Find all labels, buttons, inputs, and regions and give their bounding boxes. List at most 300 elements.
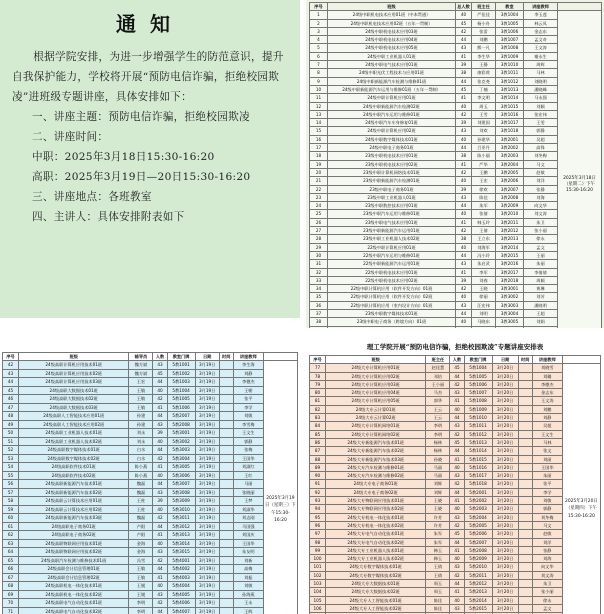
table-cell: 35 — [310, 293, 328, 301]
table-cell: 41 — [153, 463, 167, 472]
table-cell: 5教2014 — [464, 596, 492, 604]
table-row — [310, 596, 601, 604]
column-header: 人数 — [153, 353, 167, 361]
table-cell: 王国华 — [233, 539, 263, 548]
table-cell: 3教1015 — [496, 102, 524, 110]
table-cell: 41 — [450, 497, 464, 505]
table-cell: 马丽 — [233, 480, 263, 489]
table-cell: 22级中职汽车运用与维修01班 — [328, 251, 456, 259]
table-cell: 62 — [3, 531, 19, 540]
table-row — [310, 389, 601, 397]
table-row — [310, 580, 601, 588]
table-cell: 3教2013 — [496, 235, 524, 243]
table-cell: 42 — [153, 454, 167, 463]
table-cell: 韩玉 — [426, 555, 450, 563]
table-cell — [219, 412, 233, 421]
table-cell: 60 — [3, 514, 19, 523]
table-cell: 5教2009 — [464, 555, 492, 563]
table-cell: 刘晓雪 — [532, 364, 562, 372]
table-cell: 40 — [456, 293, 472, 301]
table-cell: 24级大专数字媒体技术02班 — [326, 571, 426, 579]
table-cell: 王文生 — [532, 430, 562, 438]
table-cell: 3教2001 — [496, 135, 524, 143]
table-cell: 41 — [450, 546, 464, 554]
table-cell: 43 — [450, 604, 464, 612]
table-cell: 5教2008 — [167, 420, 195, 429]
table-cell: 王晓 — [426, 497, 450, 505]
table-cell: 刘静 — [532, 414, 562, 422]
table-cell: 7 — [310, 61, 328, 69]
table-cell: 朱军 — [426, 530, 450, 538]
table-cell: 3月20日 — [492, 447, 518, 455]
table-gaozhi-19 — [2, 352, 298, 614]
table-cell: 5教3001 — [167, 429, 195, 438]
table-cell: 刘淑华 — [233, 505, 263, 514]
table-cell: 马林 — [532, 438, 562, 446]
table-row — [310, 530, 601, 538]
table-cell: 刘淑红 — [233, 463, 263, 472]
table-cell: 3月19日 — [195, 514, 219, 523]
table-cell: 13 — [310, 110, 328, 118]
table-cell — [518, 580, 532, 588]
table-cell: 3月19日 — [195, 412, 219, 421]
table-cell: 3月19日 — [195, 590, 219, 599]
table-cell: 5教3008 — [167, 488, 195, 497]
column-header: 班级 — [326, 356, 426, 364]
table-cell — [219, 590, 233, 599]
column-header: 班主任 — [472, 3, 496, 11]
table-cell: 刘敏 — [233, 582, 263, 591]
table-cell: 24级中职计算机应用02班 — [328, 127, 456, 135]
table-cell: 90 — [310, 472, 326, 480]
table-cell: 赵敏 — [524, 168, 558, 176]
table-cell: 40 — [450, 596, 464, 604]
table-cell: 24级大专数字媒体技术01班 — [326, 563, 426, 571]
table-cell: 3教1004 — [496, 11, 524, 19]
table-cell: 3 — [310, 27, 328, 35]
table-cell: 41 — [153, 531, 167, 540]
table-cell — [219, 361, 233, 370]
table-cell: 44 — [456, 36, 472, 44]
table-cell — [219, 369, 233, 378]
notice-panel — [0, 0, 300, 318]
table-cell: 24级高职新能源汽车技术02班 — [19, 488, 129, 497]
column-header: 班级 — [328, 3, 456, 11]
table-cell: 44 — [153, 378, 167, 387]
table-cell — [219, 556, 233, 565]
table-cell: 24级中职机电技术应用04班 — [328, 36, 456, 44]
column-header: 讲座教师 — [532, 356, 562, 364]
table-row — [310, 430, 601, 438]
table-row — [310, 438, 601, 446]
table-cell — [518, 438, 532, 446]
table-cell: 24级中职机电技术应用05班 — [328, 44, 456, 52]
table-cell: 张平 — [532, 480, 562, 488]
table-cell: 3月19日 — [195, 378, 219, 387]
table-cell: 65 — [3, 556, 19, 565]
table-cell: 林云凤 — [524, 19, 558, 27]
table-cell: 邓怡 — [426, 372, 450, 380]
table-cell: 潘晓峰 — [524, 85, 558, 93]
table-cell: 3教1007 — [496, 36, 524, 44]
table-cell: 马晓东 — [472, 318, 496, 326]
table-cell: 王文涛 — [532, 397, 562, 405]
table-cell: 李玉莲 — [524, 11, 558, 19]
table-cell: 3月19日 — [195, 531, 219, 540]
table-cell: 5教3013 — [167, 531, 195, 540]
table-cell: 刘冬梅 — [532, 513, 562, 521]
table-cell: 王国华 — [532, 463, 562, 471]
table-row — [310, 571, 601, 579]
table-cell: 32 — [310, 268, 328, 276]
table-cell: 42 — [153, 395, 167, 404]
table-cell: 陈佳 — [426, 604, 450, 612]
table-header-row — [310, 3, 602, 11]
table-cell: 44 — [456, 309, 472, 317]
table-cell: 周辉 — [524, 61, 558, 69]
table-cell — [219, 429, 233, 438]
table-cell — [219, 378, 233, 387]
table-cell: 24级大专电气自动化技术02班 — [326, 538, 426, 546]
table-cell: 51 — [3, 437, 19, 446]
table-cell: 5教1005 — [464, 372, 492, 380]
table-cell: 28 — [310, 235, 328, 243]
table-row — [310, 488, 601, 496]
table-row — [3, 488, 298, 497]
table-cell: 23级中职工业机器人技术02班 — [328, 235, 456, 243]
table-cell — [496, 326, 524, 328]
table-cell: 42 — [450, 430, 464, 438]
table-cell: 87 — [310, 447, 326, 455]
table-cell: 刘文涛 — [532, 571, 562, 579]
table-cell: 24 — [310, 202, 328, 210]
table-cell — [518, 497, 532, 505]
column-header: 教室门牌 — [167, 353, 195, 361]
table-row — [310, 380, 601, 388]
table-cell: 3教2018 — [496, 276, 524, 284]
table-cell: 3月20日 — [492, 414, 518, 422]
table-cell: 23级中职新能源汽车检测01班 — [328, 177, 456, 185]
table-cell: 46 — [3, 395, 19, 404]
table-cell: 24级大专电子商务01班 — [326, 480, 426, 488]
table-cell: 24级高职物联网应用技术01班 — [19, 539, 129, 548]
table-row — [310, 455, 601, 463]
table-row — [310, 538, 601, 546]
table-cell — [518, 488, 532, 496]
table-cell: 李文明 — [472, 94, 496, 102]
table-cell: 刘春 — [472, 276, 496, 284]
table-cell: 96 — [310, 521, 326, 529]
table-cell: 70 — [3, 599, 19, 608]
table-cell: 5教2011 — [464, 571, 492, 579]
table-cell: 3教2003 — [496, 152, 524, 160]
table-cell: 24级大专云计算01班 — [326, 405, 426, 413]
table-cell: 11 — [310, 94, 328, 102]
table-cell: 23级中职电子商务（跨境方向）01班 — [328, 318, 456, 326]
table-cell: 44 — [450, 414, 464, 422]
table-cell — [518, 447, 532, 455]
table-cell: 41 — [153, 573, 167, 582]
table-cell: 3月19日 — [195, 573, 219, 582]
table-cell: 3月20日 — [492, 546, 518, 554]
table-cell: 24级大专新能源汽车技术01班 — [326, 438, 426, 446]
table-cell: 张晓丽 — [233, 488, 263, 497]
table-cell: 马文 — [524, 160, 558, 168]
table-cell — [518, 604, 532, 612]
table-cell — [518, 430, 532, 438]
table-cell: 24级大专机电一体化技术02班 — [326, 521, 426, 529]
table-row — [310, 372, 601, 380]
table-cell: 白水 — [129, 446, 153, 455]
table-cell: 83 — [310, 414, 326, 422]
table-cell: 徐欢 — [472, 185, 496, 193]
table-cell: 24级大专物联网应用技术02班 — [326, 505, 426, 513]
table-cell: 5教1008 — [464, 397, 492, 405]
table-cell: 40 — [456, 243, 472, 251]
table-cell: 5教2007 — [167, 412, 195, 421]
table-cell: 刘海 — [524, 193, 558, 201]
table-cell: 刘敏 — [532, 497, 562, 505]
table-cell: 24级大专新能源汽车技术03班 — [326, 455, 426, 463]
table-zhongzhi — [309, 2, 602, 328]
table-cell: 3教2007 — [496, 185, 524, 193]
table-cell: 3教1017 — [496, 119, 524, 127]
table-row — [3, 565, 298, 574]
table-cell: 44 — [456, 77, 472, 85]
table-cell: 3月20日 — [492, 389, 518, 397]
table-cell: 3月20日 — [492, 521, 518, 529]
table-cell: 3月20日 — [492, 405, 518, 413]
table-header-row — [3, 353, 298, 361]
table-cell: 5教3011 — [167, 514, 195, 523]
table-cell: 刘欢 — [472, 127, 496, 135]
table-cell: 78 — [310, 372, 326, 380]
table-cell — [219, 403, 233, 412]
table-cell: 陈小丽 — [472, 152, 496, 160]
table-cell: 44 — [450, 372, 464, 380]
table-cell — [219, 446, 233, 455]
table-cell: 3教3004 — [496, 309, 524, 317]
table-cell — [518, 596, 532, 604]
table-cell: 22级中职计算机应用01班 — [328, 243, 456, 251]
table-cell — [518, 422, 532, 430]
table-row — [3, 412, 298, 421]
table-cell: 40 — [450, 463, 464, 471]
table-cell: 42 — [456, 227, 472, 235]
table-row — [310, 513, 601, 521]
table-cell: 102 — [310, 571, 326, 579]
table-cell: 3月20日 — [492, 580, 518, 588]
table-cell: 6 — [310, 52, 328, 60]
table-cell: 朱卫 — [532, 580, 562, 588]
table-cell: 刘海 — [532, 555, 562, 563]
table-cell: 朱卫 — [524, 218, 558, 226]
table-cell: 孟文 — [524, 243, 558, 251]
table-cell: 王敏 — [129, 573, 153, 582]
table-cell: 3月19日 — [195, 420, 219, 429]
table-cell: 10 — [310, 85, 328, 93]
table-cell: 19 — [310, 160, 328, 168]
table-row — [3, 463, 298, 472]
table-cell — [219, 531, 233, 540]
table-cell — [328, 326, 456, 328]
table-cell: 3教1011 — [496, 69, 524, 77]
table-cell: 3月19日 — [195, 497, 219, 506]
table-cell: 王敏 — [129, 565, 153, 574]
table-cell: 31 — [310, 260, 328, 268]
table-cell: 44 — [450, 538, 464, 546]
table-cell — [219, 454, 233, 463]
table-cell: 5教1018 — [464, 480, 492, 488]
table-cell: 56 — [3, 480, 19, 489]
table-cell: 71 — [3, 607, 19, 614]
table-cell: 杨林 — [426, 438, 450, 446]
table-cell — [518, 397, 532, 405]
table-cell: 魏方斌 — [129, 369, 153, 378]
table-cell: 李明 — [426, 430, 450, 438]
table-cell: 5教3006 — [167, 471, 195, 480]
table-cell: 3教3001 — [496, 285, 524, 293]
table-cell: 44 — [153, 446, 167, 455]
table-cell: 24级大专物联网应用技术01班 — [326, 497, 426, 505]
table-cell: 魏磊 — [129, 514, 153, 523]
table-cell: 43 — [456, 127, 472, 135]
table-cell: 3月19日 — [195, 395, 219, 404]
table-cell: 43 — [3, 369, 19, 378]
table-cell: 43 — [450, 422, 464, 430]
table-cell: 向文华 — [532, 563, 562, 571]
table-cell: 韩玉玲 — [472, 218, 496, 226]
table-cell: 3月20日 — [492, 538, 518, 546]
table-cell: 刘鹏 — [472, 36, 496, 44]
table-cell: 刘敏 — [233, 412, 263, 421]
table-cell: 孟文奇 — [524, 36, 558, 44]
table-cell: 100 — [310, 555, 326, 563]
table-cell — [219, 539, 233, 548]
table-cell: 44 — [153, 522, 167, 531]
table-cell: 24级中职新能源汽车检测02班 — [328, 102, 456, 110]
table-cell: 韩玉 — [426, 546, 450, 554]
table-cell: 24级高职数字媒体技术02班 — [19, 454, 129, 463]
table-cell: 24级大专汽车检测与维修01班 — [326, 463, 426, 471]
table-cell: 张克尧 — [472, 77, 496, 85]
table-cell: 24级高职会计信息管理02班 — [19, 573, 129, 582]
table-cell: 刘国庆 — [233, 531, 263, 540]
table-cell: 79 — [310, 380, 326, 388]
table-cell: 93 — [310, 497, 326, 505]
table-cell: 22级中职计算机应用（软件开发方向）02班 — [328, 293, 456, 301]
table-cell: 谢永生 — [524, 52, 558, 60]
table-cell: 张宏伟 — [524, 110, 558, 118]
table-cell: 22级中职计算机应用（软件开发方向）01班 — [328, 285, 456, 293]
table-cell: 王国华 — [233, 454, 263, 463]
table-cell: 3教2010 — [496, 210, 524, 218]
table-row — [3, 369, 298, 378]
table-cell: 5教2010 — [464, 563, 492, 571]
table-cell: 3月20日 — [492, 488, 518, 496]
table-cell: 高锋 — [524, 144, 558, 152]
table-cell: 5教4005 — [167, 590, 195, 599]
table-cell: 刘辉 — [426, 480, 450, 488]
table-cell: 43 — [450, 472, 464, 480]
table-cell: 5教3007 — [167, 480, 195, 489]
table-cell: 24级中职新能源汽车运用与维修01班（五年一贯制） — [328, 85, 456, 93]
table-cell — [219, 420, 233, 429]
table-cell: 刘丽 — [532, 455, 562, 463]
table-cell: 3教1006 — [496, 27, 524, 35]
table-cell: 5教1003 — [167, 378, 195, 387]
table-cell: 44 — [450, 488, 464, 496]
table-cell: 王云 — [426, 405, 450, 413]
table-cell: 40 — [456, 102, 472, 110]
table-cell: 张平 — [233, 395, 263, 404]
table-cell: 朱启武 — [472, 260, 496, 268]
table-cell: 王晓 — [426, 505, 450, 513]
table-cell: 3月19日 — [195, 429, 219, 438]
table-row — [310, 364, 601, 372]
table-row — [3, 556, 298, 565]
table-cell: 陈佳 — [472, 193, 496, 201]
table-cell: 24级大专人工智能技术01班 — [326, 596, 426, 604]
table-cell: 5教1004 — [464, 364, 492, 372]
table-cell: 24级高职计算机应用技术01班 — [19, 361, 129, 370]
table-cell: 马文 — [532, 521, 562, 529]
table-cell: 王媛 — [129, 590, 153, 599]
table-cell: 王静 — [472, 61, 496, 69]
table-cell: 53 — [3, 454, 19, 463]
table-row — [3, 514, 298, 523]
table-cell: 24级大专计算机应用04班 — [326, 389, 426, 397]
table-cell — [518, 480, 532, 488]
table-cell: 45 — [3, 386, 19, 395]
table-cell: 24级高职机电一体化技术01班 — [19, 582, 129, 591]
table-cell: 李明 — [426, 422, 450, 430]
table-cell: 39 — [456, 276, 472, 284]
table-cell: 5教1015 — [464, 455, 492, 463]
table-cell: 24级大专电子商务02班 — [326, 488, 426, 496]
table-cell: 24级大专大数据技术02班 — [326, 588, 426, 596]
table-cell — [219, 480, 233, 489]
table-cell: 5教3004 — [167, 454, 195, 463]
table-cell: 张静 — [532, 546, 562, 554]
table-cell — [219, 565, 233, 574]
table-cell: 5教4004 — [167, 582, 195, 591]
column-header: 人数 — [450, 356, 464, 364]
table-cell: 严佳佳 — [472, 11, 496, 19]
table-cell: 刘芳 — [524, 293, 558, 301]
table-cell: 张雷 — [472, 27, 496, 35]
table-cell: 37 — [310, 309, 328, 317]
table-cell: 郭华 — [426, 397, 450, 405]
table-cell: 3月19日 — [195, 446, 219, 455]
table-cell: 81 — [310, 397, 326, 405]
table-cell: 汪宏伟 — [472, 301, 496, 309]
table-cell: 41 — [456, 268, 472, 276]
table-cell: 40 — [450, 555, 464, 563]
table-cell: 84 — [310, 422, 326, 430]
column-header: 教室门牌 — [464, 356, 492, 364]
table-cell: 3月20日 — [492, 455, 518, 463]
table-cell: 刘洋 — [524, 177, 558, 185]
table-cell: 3教2002 — [496, 144, 524, 152]
table-cell: 孙建 — [129, 420, 153, 429]
table-cell: 95 — [310, 513, 326, 521]
table-cell: 22级中职新能源汽车运用01班 — [328, 260, 456, 268]
table-cell — [219, 582, 233, 591]
table-cell: 张文 — [532, 447, 562, 455]
table-cell: 李德杰 — [233, 378, 263, 387]
table-cell — [219, 505, 233, 514]
